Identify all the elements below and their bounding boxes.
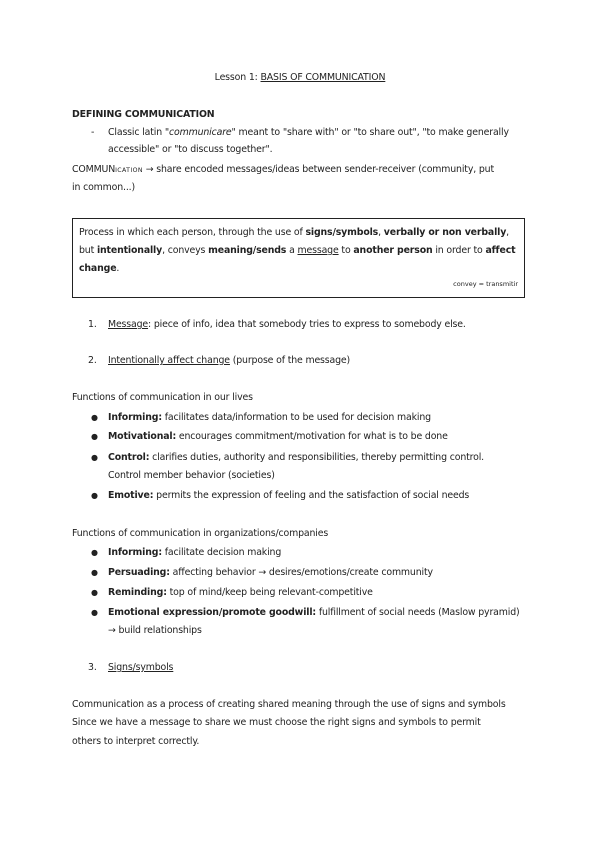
list-item: Persuading: affecting behavior → desires/emotions/create community — [108, 567, 433, 578]
closing-line3: others to interpret correctly. — [72, 736, 200, 747]
list-item: Informing: facilitates data/information to be used for decision making — [108, 412, 431, 423]
bullet-icon: ● — [91, 453, 98, 462]
definition-text-line3: change. — [79, 263, 120, 274]
section-heading-defining: DEFINING COMMUNICATION — [72, 109, 215, 120]
list-item: Emotive: permits the expression of feeling and the satisfaction of social needs — [108, 490, 470, 501]
closing-line2: Since we have a message to share we must choose the right signs and symbols to permit — [72, 717, 481, 728]
bullet-icon: ● — [91, 432, 98, 441]
list-item: Informing: facilitate decision making — [108, 547, 282, 558]
commun-definition-line2: in common...) — [72, 182, 136, 193]
definition-box — [72, 218, 525, 298]
closing-line1: Communication as a process of creating shared meaning through the use of signs and symbols — [72, 699, 506, 710]
numbered-item-affect-change: Intentionally affect change (purpose of the message) — [108, 355, 351, 366]
section-heading-functions-orgs: Functions of communication in organizations/companies — [72, 528, 329, 539]
numbered-item-signs: Signs/symbols — [108, 662, 174, 673]
bullet-icon: ● — [91, 491, 98, 500]
latin-word: communicare — [169, 127, 232, 138]
list-item: Control: clarifies duties, authority and responsibilities, thereby permitting control. — [108, 452, 485, 463]
page-title — [0, 71, 600, 85]
translation-note: convey = transmitir — [453, 280, 518, 288]
lesson-label: Lesson 1: — [214, 72, 261, 83]
bullet-icon: ● — [91, 588, 98, 597]
list-number: 1. — [88, 319, 97, 330]
list-item-continuation: → build relationships — [108, 625, 202, 636]
definition-text-line2: but intentionally, conveys meaning/sends a message to another person in order to affect — [79, 245, 516, 256]
section-heading-functions-lives: Functions of communication in our lives — [72, 392, 253, 403]
commun-definition-line1: COMMUNICATION → share encoded messages/ideas between sender-receiver (community, put — [72, 164, 494, 175]
list-item: Reminding: top of mind/keep being relevant-competitive — [108, 587, 373, 598]
bullet-icon: ● — [91, 608, 98, 617]
list-item-continuation: Control member behavior (societies) — [108, 470, 275, 481]
bullet-icon: ● — [91, 413, 98, 422]
list-item: Emotional expression/promote goodwill: fulfillment of social needs (Maslow pyramid) — [108, 607, 520, 618]
latin-origin-line2: accessible" or "to discuss together". — [108, 144, 273, 155]
list-item: Motivational: encourages commitment/motivation for what is to be done — [108, 431, 448, 442]
list-number: 3. — [88, 662, 97, 673]
latin-origin-line1: Classic latin "communicare" meant to "share with" or "to share out", "to make generally — [108, 127, 509, 138]
lesson-topic: BASIS OF COMMUNICATION — [260, 72, 386, 83]
dash-marker: - — [91, 127, 95, 138]
definition-text: Process in which each person, through the use of signs/symbols, verbally or non verbally, — [79, 227, 510, 238]
bullet-icon: ● — [91, 548, 98, 557]
numbered-item-message: Message: piece of info, idea that somebody tries to express to somebody else. — [108, 319, 466, 330]
list-number: 2. — [88, 355, 97, 366]
bullet-icon: ● — [91, 568, 98, 577]
